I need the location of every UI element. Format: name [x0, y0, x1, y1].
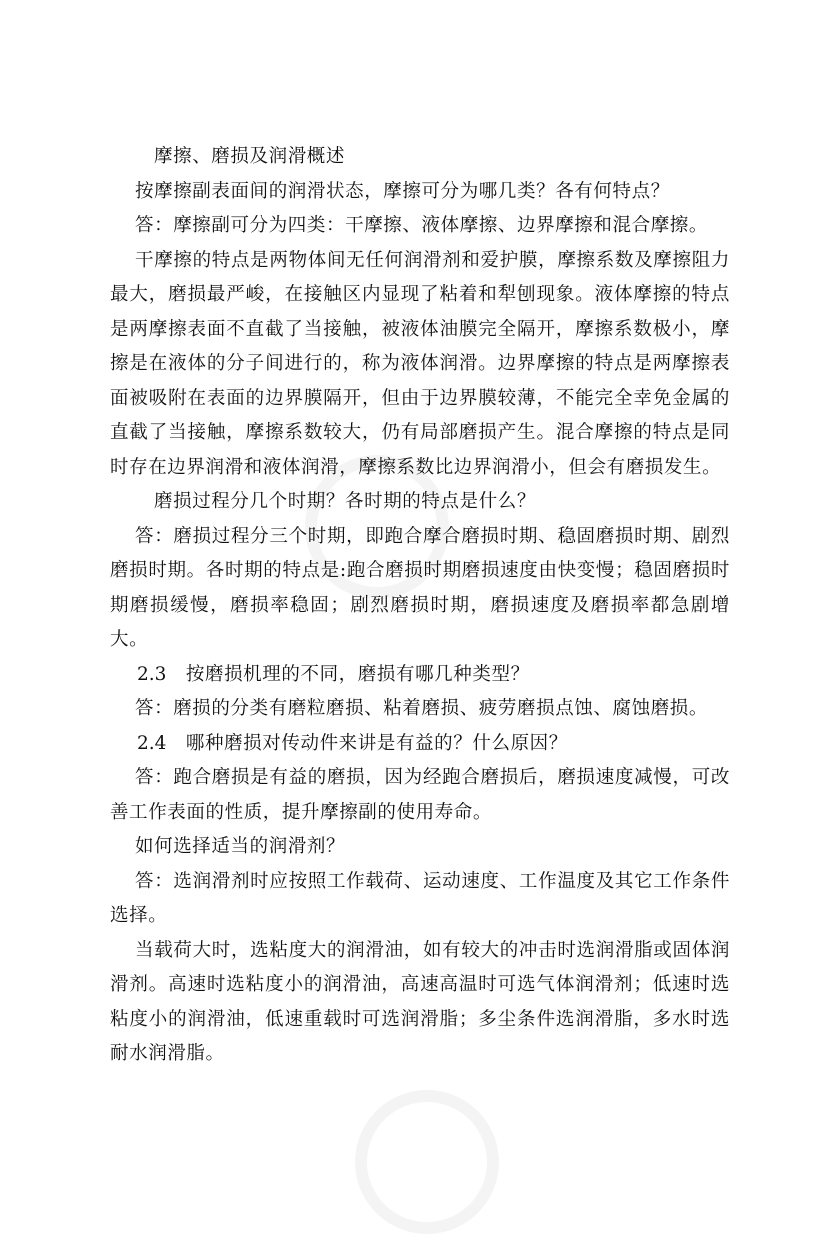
answer-5: 答：选润滑剂时应按照工作载荷、运动速度、工作温度及其它工作条件选择。 [110, 870, 730, 926]
question-3-text: 按磨损机理的不同，磨损有哪几种类型？ [185, 663, 530, 685]
answer-3: 答：磨损的分类有磨粒磨损、粘着磨损、疲劳磨损点蚀、腐蚀磨损。 [135, 698, 709, 719]
question-1: 按摩擦副表面间的润滑状态，摩擦可分为哪几类？各有何特点？ [135, 180, 670, 202]
watermark-stamp [331, 1066, 522, 1257]
question-3-number: 2.3 [137, 663, 167, 685]
answer-2: 答：磨损过程分三个时期，即跑合摩合磨损时期、稳固磨损时期、剧烈磨损时期。各时期的特点是:跑合磨损时期磨损速度由快变慢；稳固磨损时期磨损缓慢，磨损率稳固；剧烈磨损时期，磨损速度及磨损率都急剧增大。 [110, 525, 730, 650]
answer-5-detail: 当载荷大时，选粘度大的润滑油，如有较大的冲击时选润滑脂或固体润滑剂。高速时选粘度小的润滑油，高速高温时可选气体润滑剂；低速时选粘度小的润滑油，低速重载时可选润滑脂；多尘条件选润滑脂，多水时选耐水润滑脂。 [110, 939, 730, 1064]
question-2: 磨损过程分几个时期？各时期的特点是什么？ [154, 491, 537, 512]
answer-4: 答：跑合磨损是有益的磨损，因为经跑合磨损后，磨损速度减慢，可改善工作表面的性质，提升摩擦副的使用寿命。 [110, 767, 730, 823]
answer-1-detail: 干摩擦的特点是两物体间无任何润滑剂和爱护膜，摩擦系数及摩擦阻力最大，磨损最严峻，在接触区内显现了粘着和犁刨现象。液体摩擦的特点是两摩擦表面不直截了当接触，被液体油膜完全隔开，摩擦系数极小，摩擦是在液体的分子间进行的，称为液体润滑。边界摩擦的特点是两摩擦表面被吸附在表面的边界膜隔开，但由于边界膜较薄，不能完全幸免金属的直截了当接触，摩擦系数较大，仍有局部磨损产生。混合摩擦的特点是同时存在边界润滑和液体润滑，摩擦系数比边界润滑小，但会有磨损发生。 [110, 249, 730, 478]
question-4-number: 2.4 [137, 732, 167, 754]
answer-1-intro: 答：摩擦副可分为四类：干摩擦、液体摩擦、边界摩擦和混合摩擦。 [135, 215, 709, 236]
question-4-text: 哪种磨损对传动件来讲是有益的？什么原因？ [185, 732, 568, 754]
question-3 [110, 658, 730, 693]
section-title: 摩擦、磨损及润滑概述 [154, 146, 346, 167]
question-4 [110, 727, 730, 762]
question-5: 如何选择适当的润滑剂？ [135, 836, 346, 857]
document-body [110, 140, 730, 1072]
